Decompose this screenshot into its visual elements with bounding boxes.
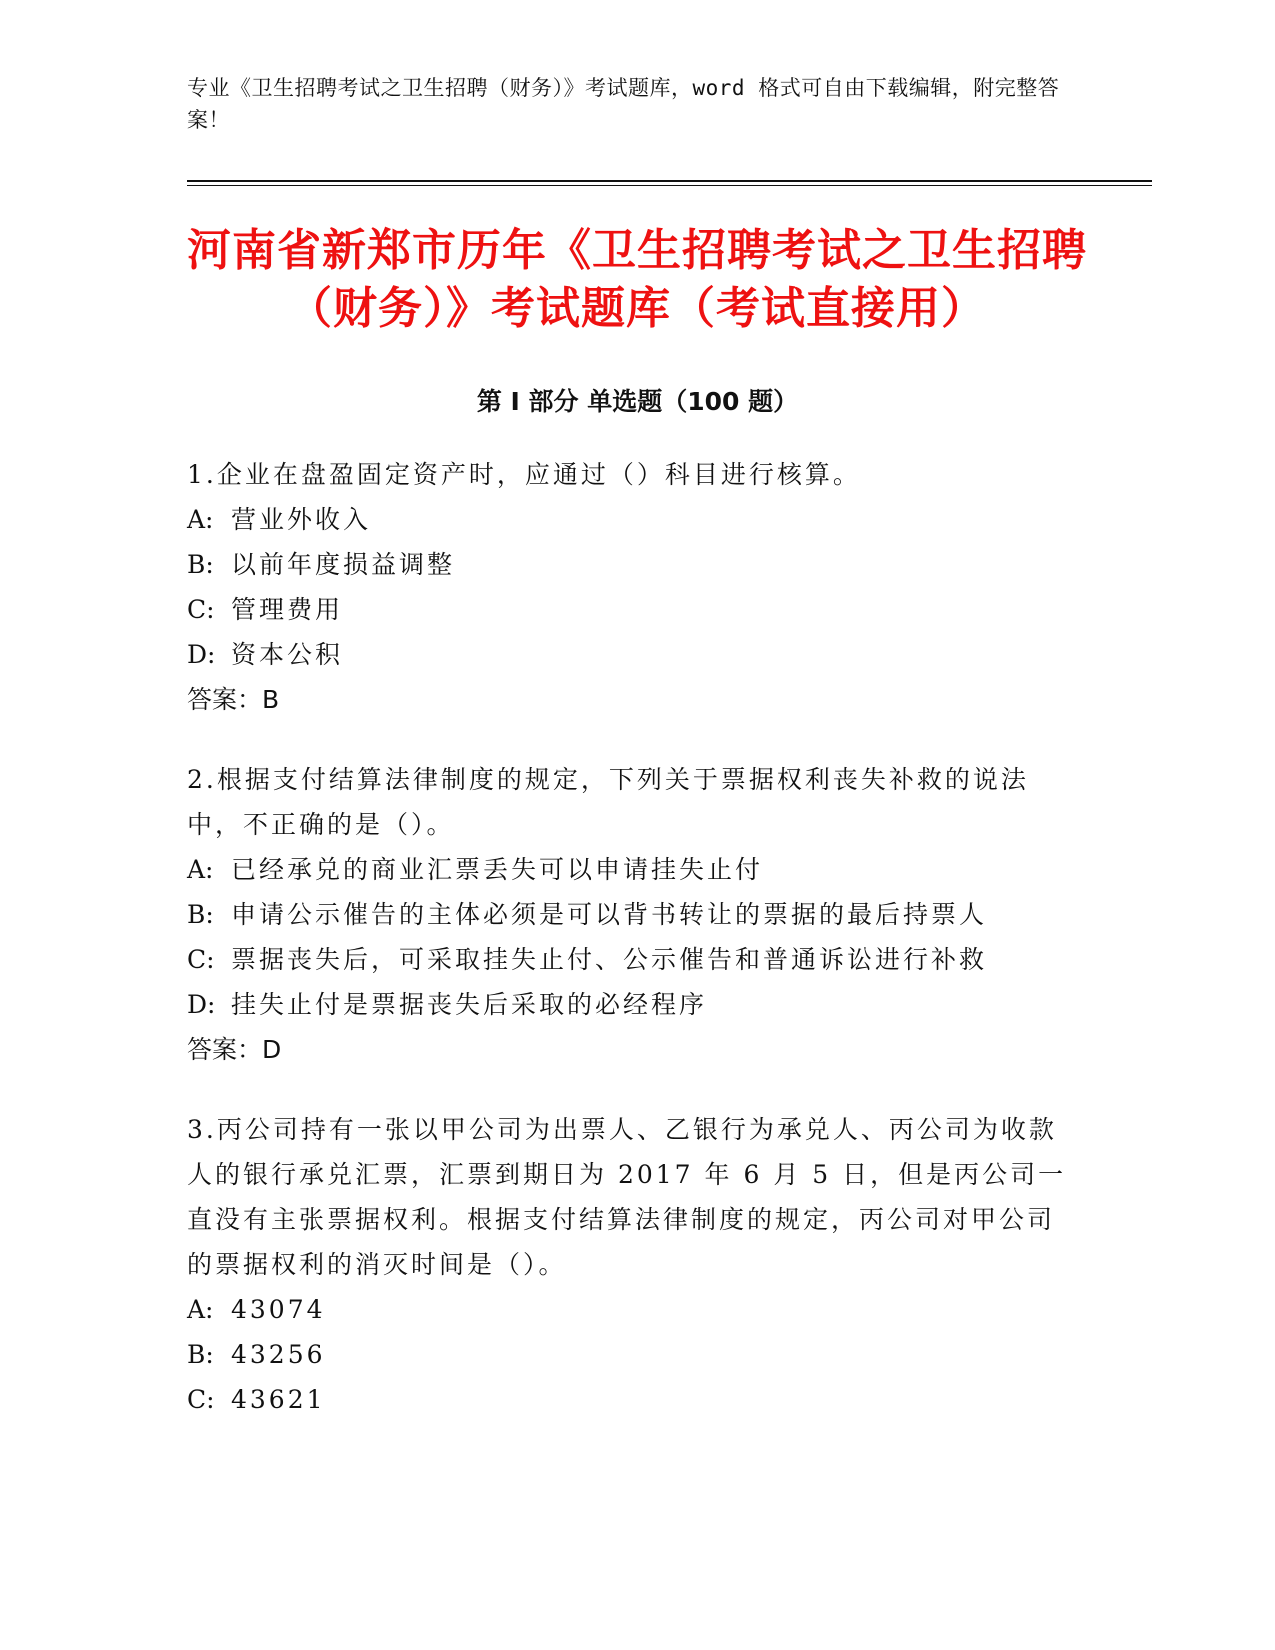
question-3 xyxy=(187,1107,1067,1422)
option-key: B: xyxy=(187,1340,214,1369)
option-key: C: xyxy=(187,595,215,624)
option-key: B: xyxy=(187,900,214,929)
option-text: 管理费用 xyxy=(231,595,344,624)
section-title: 第 I 部分 单选题（100 题） xyxy=(476,387,799,416)
option-a xyxy=(187,847,1067,892)
option-text: 已经承兑的商业汇票丢失可以申请挂失止付 xyxy=(231,855,764,884)
question-text: 3.丙公司持有一张以甲公司为出票人、乙银行为承兑人、丙公司为收款人的银行承兑汇票，汇票到期日为 2017 年 6 月 5 日，但是丙公司一直没有主张票据权利。根据支付结算法律制度的规定，丙公司对甲公司的票据权利的消灭时间是（）。 xyxy=(187,1115,1067,1279)
option-a xyxy=(187,1287,1067,1332)
option-text: 资本公积 xyxy=(231,640,344,669)
option-key: A: xyxy=(187,855,214,884)
option-key: D: xyxy=(187,640,216,669)
option-d xyxy=(187,632,1067,677)
option-key: D: xyxy=(187,990,216,1019)
option-key: A: xyxy=(187,1295,214,1324)
option-text: 营业外收入 xyxy=(231,505,372,534)
option-d xyxy=(187,982,1067,1027)
question-text: 2.根据支付结算法律制度的规定，下列关于票据权利丧失补救的说法中，不正确的是（）。 xyxy=(187,765,1029,839)
question-text: 1.企业在盘盈固定资产时，应通过（）科目进行核算。 xyxy=(187,460,861,489)
answer: 答案：B xyxy=(187,685,280,714)
option-text: 申请公示催告的主体必须是可以背书转让的票据的最后持票人 xyxy=(231,900,988,929)
header-rule-thick xyxy=(187,180,1152,182)
option-c xyxy=(187,1377,1067,1422)
option-text: 票据丧失后，可采取挂失止付、公示催告和普通诉讼进行补救 xyxy=(231,945,988,974)
header-note: 专业《卫生招聘考试之卫生招聘（财务）》考试题库，word 格式可自由下载编辑，附完整答案！ xyxy=(187,76,1060,132)
option-text: 挂失止付是票据丧失后采取的必经程序 xyxy=(231,990,708,1019)
option-key: C: xyxy=(187,945,215,974)
option-b xyxy=(187,542,1067,587)
option-key: C: xyxy=(187,1385,215,1414)
header-rule-thin xyxy=(187,185,1152,186)
option-c xyxy=(187,587,1067,632)
option-text: 43074 xyxy=(231,1295,326,1324)
document-title: 河南省新郑市历年《卫生招聘考试之卫生招聘（财务）》考试题库（考试直接用） xyxy=(187,225,1087,334)
option-key: B: xyxy=(187,550,214,579)
option-b xyxy=(187,1332,1067,1377)
question-1 xyxy=(187,452,1067,722)
question-2 xyxy=(187,757,1067,1072)
option-text: 43621 xyxy=(231,1385,326,1414)
option-c xyxy=(187,937,1067,982)
option-a xyxy=(187,497,1067,542)
answer: 答案：D xyxy=(187,1035,282,1064)
option-text: 以前年度损益调整 xyxy=(231,550,456,579)
option-text: 43256 xyxy=(231,1340,326,1369)
option-b xyxy=(187,892,1067,937)
option-key: A: xyxy=(187,505,214,534)
